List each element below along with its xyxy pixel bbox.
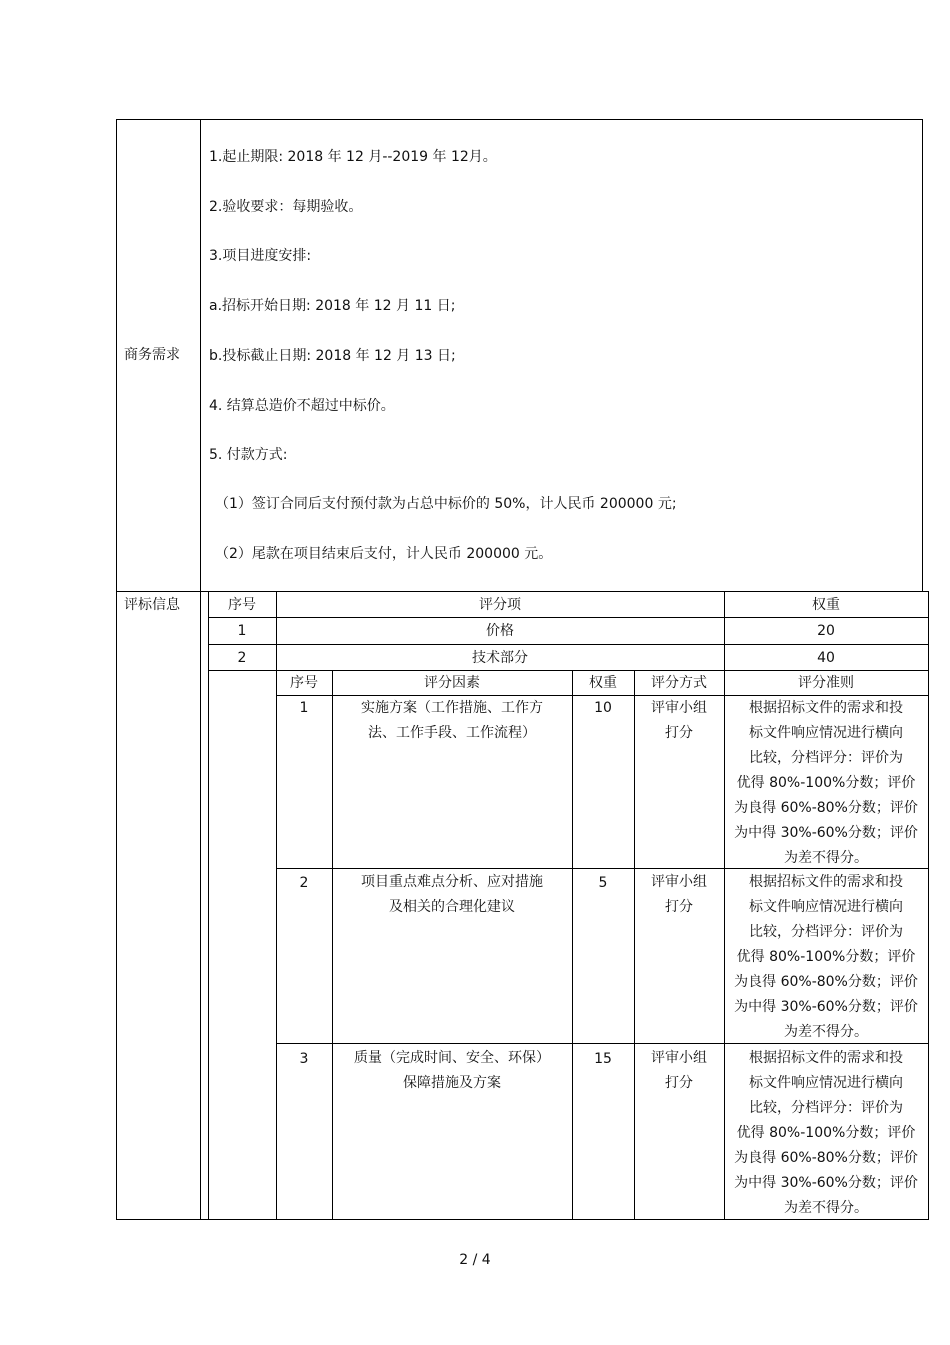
row-weight: 40 <box>817 650 835 666</box>
sub-row-no: 2 <box>299 875 309 891</box>
business-line: a.招标开始日期: 2018 年 12 月 11 日; <box>209 298 456 314</box>
sub-row-weight: 15 <box>594 1051 612 1067</box>
sub-row-factor: 质量（完成时间、安全、环保） 保障措施及方案 <box>354 1050 550 1091</box>
business-line: 3.项目进度安排: <box>209 248 312 264</box>
evaluation-label: 评标信息 <box>124 597 180 613</box>
sub-header-method: 评分方式 <box>651 675 707 691</box>
row-no: 1 <box>237 623 247 639</box>
header-no: 序号 <box>228 597 256 613</box>
business-line: （2）尾款在项目结束后支付，计人民币 200000 元。 <box>215 546 553 562</box>
row-item: 价格 <box>486 623 514 639</box>
row-weight: 20 <box>817 623 835 639</box>
sub-row-factor: 项目重点难点分析、应对措施 及相关的合理化建议 <box>361 874 543 915</box>
page-number: 2 / 4 <box>459 1252 491 1268</box>
sub-row-method: 评审小组 打分 <box>651 1050 707 1091</box>
business-line: 2.验收要求：每期验收。 <box>209 199 363 215</box>
header-item: 评分项 <box>479 597 521 613</box>
sub-row-no: 3 <box>299 1051 309 1067</box>
business-line: 5. 付款方式: <box>209 447 288 463</box>
business-label: 商务需求 <box>124 347 180 363</box>
sub-row-weight: 5 <box>598 875 608 891</box>
row-no: 2 <box>237 650 247 666</box>
row-item: 技术部分 <box>472 650 528 666</box>
sub-row-no: 1 <box>299 700 309 716</box>
sub-row-criteria: 根据招标文件的需求和投 标文件响应情况进行横向 比较，分档评分：评价为 优得 80%-100%分数；评价 为良得 60%-80%分数；评价 为中得 30%-60%分数；评价 为差不得分。 <box>734 1050 918 1216</box>
business-line: 1.起止期限: 2018 年 12 月--2019 年 12月。 <box>209 149 497 165</box>
business-line: （1）签订合同后支付预付款为占总中标价的 50%，计人民币 200000 元; <box>215 496 677 512</box>
sub-row-factor: 实施方案（工作措施、工作方 法、工作手段、工作流程） <box>361 700 543 741</box>
sub-header-criteria: 评分准则 <box>798 675 854 691</box>
sub-header-weight: 权重 <box>589 675 617 691</box>
sub-header-no: 序号 <box>290 675 318 691</box>
sub-header-factor: 评分因素 <box>424 675 480 691</box>
sub-row-weight: 10 <box>594 700 612 716</box>
header-weight: 权重 <box>812 597 840 613</box>
sub-row-method: 评审小组 打分 <box>651 874 707 915</box>
sub-row-method: 评审小组 打分 <box>651 700 707 741</box>
sub-row-criteria: 根据招标文件的需求和投 标文件响应情况进行横向 比较，分档评分：评价为 优得 80%-100%分数；评价 为良得 60%-80%分数；评价 为中得 30%-60%分数；评价 为差不得分。 <box>734 874 918 1040</box>
business-line: b.投标截止日期: 2018 年 12 月 13 日; <box>209 348 456 364</box>
sub-row-criteria: 根据招标文件的需求和投 标文件响应情况进行横向 比较，分档评分：评价为 优得 80%-100%分数；评价 为良得 60%-80%分数；评价 为中得 30%-60%分数；评价 为差不得分。 <box>734 700 918 866</box>
business-line: 4. 结算总造价不超过中标价。 <box>209 398 395 414</box>
